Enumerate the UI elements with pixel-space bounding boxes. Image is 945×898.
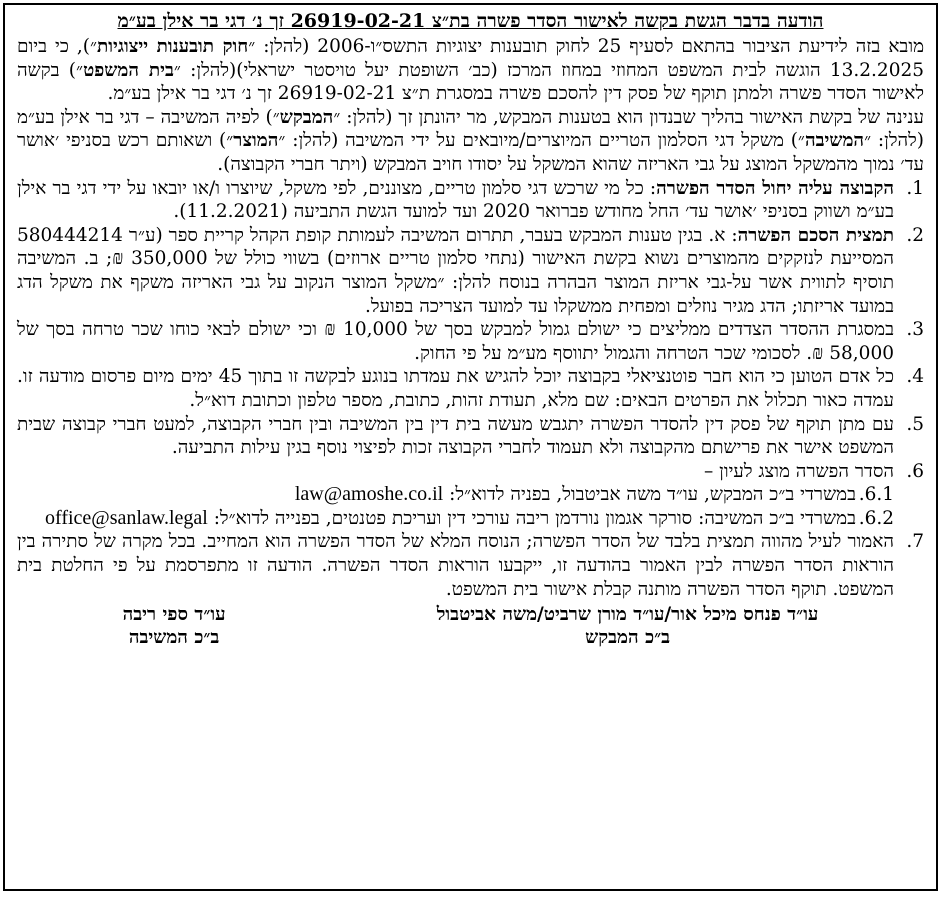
intro-paragraph-1: מובא בזה לידיעת הציבור בהתאם לסעיף 25 לחוק תובענות יצוגיות התשס״ו-2006 (להלן: ״חוק תובענות ייצוגיות״), כי ביום 13.2.2025 הוגשה לבית המשפט המחוזי במחוז המרכז (כב׳ השופטת יעל טויסטר ישראלי)(להלן: ״בית המשפט״) בקשה לאישור הסדר פשרה ולמתן תוקף של פסק דין להסכם פשרה במסגרת ת״צ 26919-02-21 זך נ׳ דגי בר אילן בע״מ. xyxy=(17,36,925,105)
applicant-email-link[interactable]: law@amoshe.co.il xyxy=(294,483,444,506)
clause-5: 5. עם מתן תוקף של פסק דין להסדר הפשרה יתגבש מעשה בית דין בין המשיבה ובין חברי הקבוצה, למעט חברי קבוצה שבית המשפט אישר את פרישתם מהקבוצה ולא תעמוד לחברי הקבוצה זכות לפיצוי נוסף בגין עילות התביעה. xyxy=(17,413,924,459)
clause-1: 1. הקבוצה עליה יחול הסדר הפשרה: כל מי שרכש דגי סלמון טריים, מצוננים, לפי משקל, שיוצרו ו/או יובאו על ידי דגי בר אילן בע״מ ושווק בסניפי ׳אושר עד׳ החל מחודש פברואר 2020 ועד למועד הגשת התביעה (11.2.2021). xyxy=(17,177,924,223)
applicant-term: המבקש xyxy=(279,106,334,128)
signature-block xyxy=(17,603,924,649)
product-term: המוצר xyxy=(233,130,279,152)
clause-3: 3. במסגרת ההסדר הצדדים ממליצים כי ישולם גמול למבקש בסך של 10,000 ₪ וכי ישולם לבאי כוחו שכר טרחה בסך של 58,000 ₪. לסכומי שכר הטרחה והגמול יתווסף מע״מ על פי החוק. xyxy=(17,319,924,364)
notice-frame xyxy=(3,3,938,891)
respondent-email-link[interactable]: office@sanlaw.legal xyxy=(45,506,208,529)
court-term: בית המשפט xyxy=(83,59,174,81)
clause-7: 7. האמור לעיל מהווה תמצית בלבד של הסדר הפשרה; הנוסח המלא של הסדר הפשרה הוא המחייב. בכל מקרה של סתירה בין הוראות הסדר הפשרה לבין האמור בהודעה זו, ייקבעו הוראות הסדר הפשרה. הודעה זו מתפרסמת על פי החלטת בית המשפט. תוקף הסדר הפשרה מותנה קבלת אישור בית המשפט. xyxy=(17,531,924,600)
clause-6-1: 6.1. במשרדי ב״כ המבקש, עו״ד משה אביטבול, בפניה לדוא״ל: law@amoshe.co.il xyxy=(294,483,894,506)
respondent-signature: עו״ד ספי ריבה ב״כ המשיבה xyxy=(122,604,226,649)
applicant-signature: עו״ד פנחס מיכל אור/עו״ד מורן שרביט/משה אביטבול ב״כ המבקש xyxy=(436,604,819,649)
clause-6: 6. הסדר הפשרה מוצג לעיון – 6.1. במשרדי ב״כ המבקש, עו״ד משה אביטבול, בפניה לדוא״ל: law@amoshe.co.il 6.2. במשרדי ב״כ המשיבה: סורקר אגמון נורדמן ריבה עורכי דין ועריכת פטנטים, בפנייה לדוא״ל: office@sanlaw.legal xyxy=(17,460,924,531)
intro-paragraph-2: ענינה של בקשת האישור בהליך שבנדון הוא בטענות המבקש, מר יהונתן זך (להלן: ״המבקש״) לפיה המשיבה – דגי בר אילן בע״מ (להלן: ״המשיבה״) משקל דגי הסלמון הטריים המיוצרים/מיובאים על ידי המשיבה (להלן: ״המוצר״) ושאותם רכש בסניפי ׳אושר עד׳ נמוך מהמשקל המוצג על גבי האריזה שהוא המשקל על יסודו חויב המבקש (ויתר חברי הקבוצה). xyxy=(17,106,925,175)
law-term: חוק תובענות ייצוגיות xyxy=(97,36,249,57)
clause-6-2: 6.2. במשרדי ב״כ המשיבה: סורקר אגמון נורדמן ריבה עורכי דין ועריכת פטנטים, בפנייה לדוא״ל: office@sanlaw.legal xyxy=(45,506,894,529)
respondent-term: המשיבה xyxy=(804,130,865,152)
clause-2: 2. תמצית הסכם הפשרה: א. בגין טענות המבקש בעבר, תתרום המשיבה לעמותת קופת הקהל קריית ספר (ע״ר 580444214 המסייעת לנזקקים מהמוצרים נשוא בקשת האישור (נתחי סלמון טריים ארוזים) בשווי כולל של 350,000 ₪; ב. המשיבה תוסיף לתווית אשר על-גבי אריזת המוצר הבהרה בנוסח להלן: ״משקל המוצר הנקוב על גבי האריזה משקף את משקל הדג במועד אריזתו; הדג מגיר נוזלים ומפחית ממשקלו עד למועד הצריכה בפועל. xyxy=(17,224,924,317)
notice-title: הודעה בדבר הגשת בקשה לאישור הסדר פשרה בת״צ 26919-02-21 זך נ׳ דגי בר אילן בע״מ xyxy=(117,10,824,32)
clause-4: 4. כל אדם הטוען כי הוא חבר פוטנציאלי בקבוצה יוכל להגיש את עמדתו בנוגע לבקשה זו בתוך 45 ימים מיום פרסום מודעה זו. עמדה כאור תכלול את הפרטים הבאים: שם מלא, תעודת זהות, כתובת, מספר טלפון וכתובת דוא״ל. xyxy=(17,366,924,411)
